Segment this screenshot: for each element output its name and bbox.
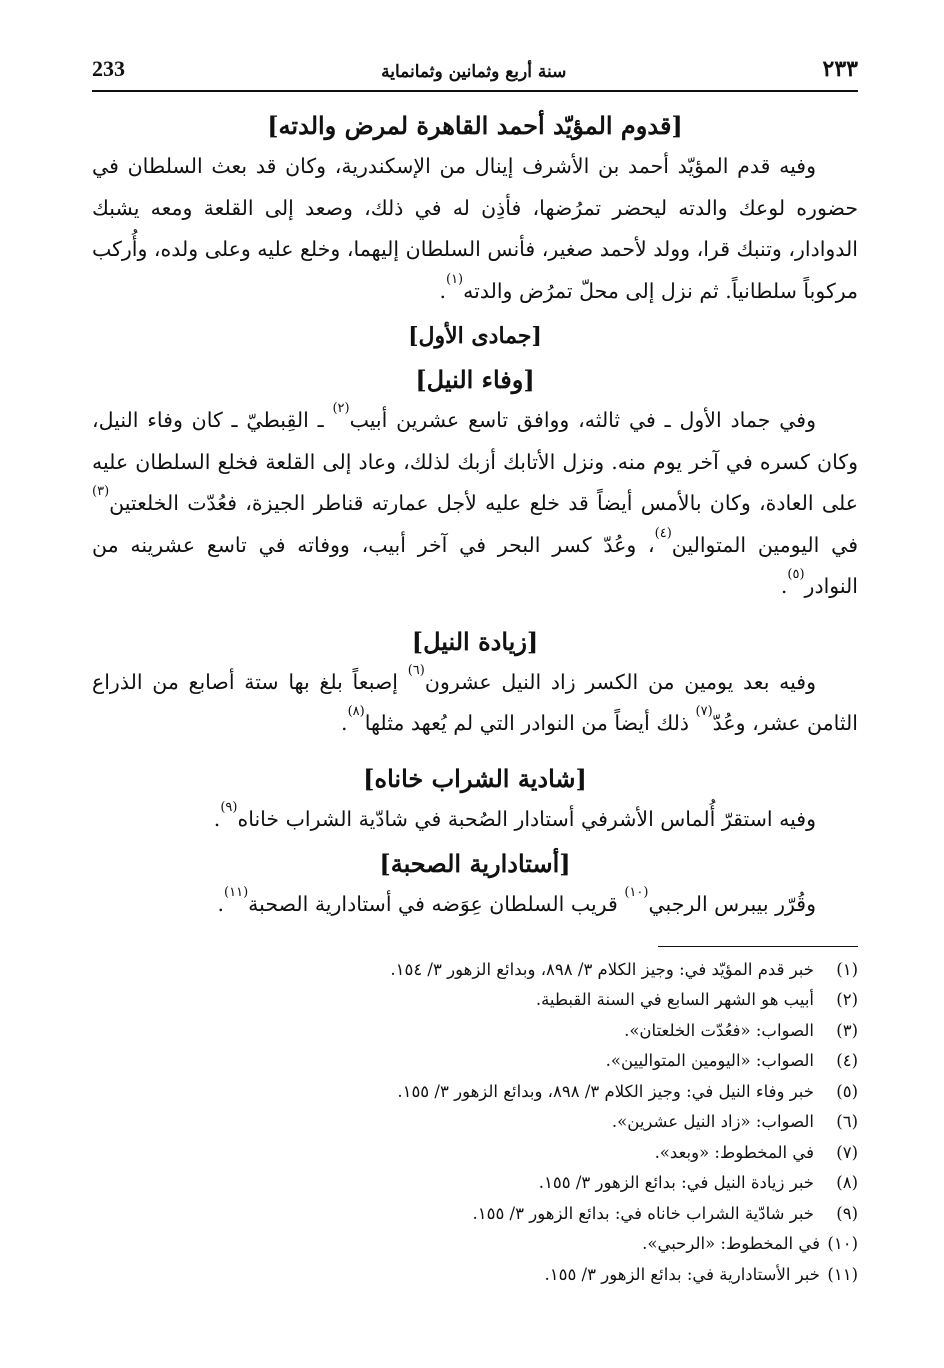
footnote	[92, 1260, 858, 1291]
footnote	[92, 1107, 858, 1138]
footnote-ref: (٤)	[654, 525, 672, 541]
paragraph-text: .	[439, 278, 446, 303]
section-heading: [جمادى الأول]	[408, 323, 542, 349]
footnote-marker: (١١)	[827, 1264, 858, 1284]
footnote-ref: (٨)	[347, 704, 365, 719]
paragraph	[92, 884, 858, 926]
section-heading: [وفاء النيل]	[415, 365, 535, 394]
footnote-ref: (١)	[445, 271, 464, 287]
footnote-ref: (٢)	[332, 401, 350, 416]
footnote-text: خبر قدم المؤيّد في: وجيز الكلام ٣/ ٨٩٨، وبدائع الزهور ٣/ ١٥٤.	[390, 959, 814, 979]
footnote-marker: (٦)	[836, 1112, 858, 1131]
footnote-text: الصواب: «اليومين المتواليين».	[605, 1051, 814, 1070]
footnote-marker: (١٠)	[827, 1234, 858, 1253]
section-heading: [قدوم المؤيّد أحمد القاهرة لمرض والدته]	[267, 111, 683, 140]
paragraph-text: .	[213, 806, 221, 831]
paragraph-text: .	[217, 892, 225, 916]
paragraph	[92, 799, 858, 841]
footnote-text: في المخطوط: «الرحبي».	[642, 1234, 820, 1253]
page-number-latin: 233	[92, 56, 125, 81]
footnote-marker: (٣)	[836, 1020, 858, 1040]
section-heading: [شادية الشراب خاناه]	[363, 763, 587, 793]
footnote	[92, 1229, 858, 1260]
paragraph-text: قريب السلطان عِوَضه في أستادارية الصحبة	[248, 892, 625, 916]
section-heading: [أستادارية الصحبة]	[379, 849, 571, 878]
footnote-ref: (١٠)	[624, 885, 649, 900]
footnote-marker: (٧)	[836, 1142, 858, 1162]
footnote-ref: (١١)	[224, 885, 249, 900]
page-number-arabic: ٢٣٣	[822, 56, 858, 82]
footnote-marker: (١)	[836, 959, 858, 979]
page-header	[92, 52, 858, 92]
footnote-text: الصواب: «فعُدّت الخلعتان».	[624, 1020, 814, 1040]
footnote-marker: (٢)	[836, 990, 858, 1009]
paragraph-text: وفيه بعد يومين من الكسر زاد النيل عشرون	[424, 669, 816, 694]
paragraph	[92, 662, 858, 745]
main-text	[92, 106, 858, 926]
paragraph-text: .	[780, 574, 788, 598]
paragraph-text: ذلك أيضاً من النوادر التي لم يُعهد مثلها	[364, 711, 696, 735]
footnote-text: خبر وفاء النيل في: وجيز الكلام ٣/ ٨٩٨، وبدائع الزهور ٣/ ١٥٥.	[397, 1081, 814, 1101]
paragraph-text: وفيه استقرّ أُلماس الأشرفي أستادار الصُحبة في شادّية الشراب خاناه	[237, 806, 816, 831]
paragraph-text: وفي جماد الأول ـ في ثالثه، ووافق تاسع عشرين أبيب	[349, 408, 816, 432]
footnote-text: أبيب هو الشهر السابع في السنة القبطية.	[535, 990, 814, 1009]
running-title: سنة أربع وثمانين وثمانماية	[381, 62, 567, 82]
paragraph-text: وقُرّر بيبرس الرجبي	[648, 892, 816, 916]
footnotes	[92, 955, 858, 1291]
footnote-text: خبر الأستادارية في: بدائع الزهور ٣/ ١٥٥.	[544, 1264, 820, 1284]
footnote-marker: (٩)	[836, 1203, 858, 1223]
paragraph-text: .	[341, 711, 348, 735]
footnote-marker: (٤)	[836, 1051, 858, 1070]
footnote-text: خبر شادّية الشراب خاناه في: بدائع الزهور ٣/ ١٥٥.	[472, 1203, 814, 1223]
footnote-ref: (٣)	[92, 484, 110, 499]
footnote-separator	[658, 946, 858, 947]
footnote	[92, 1199, 858, 1230]
footnote-marker: (٨)	[836, 1173, 858, 1192]
footnote-ref: (٩)	[220, 799, 238, 815]
footnote	[92, 985, 858, 1016]
footnote-text: الصواب: «زاد النيل عشرين».	[611, 1112, 814, 1131]
footnote	[92, 955, 858, 986]
footnote	[92, 1046, 858, 1077]
paragraph-text: ، وعُدّ كسر البحر في آخر أبيب، ووفاته في تاسع عشرينه من النوادر	[92, 532, 858, 598]
footnote	[92, 1016, 858, 1047]
paragraph-text: إصبعاً بلغ بها ستة أصابع من الذراع الثامن عشر، وعُدّ	[92, 669, 858, 735]
footnote-text: في المخطوط: «وبعد».	[654, 1142, 814, 1162]
section-heading: [زيادة النيل]	[411, 626, 539, 656]
footnote-text: خبر زيادة النيل في: بدائع الزهور ٣/ ١٥٥.	[538, 1173, 814, 1192]
footnote-marker: (٥)	[836, 1081, 858, 1101]
footnote-ref: (٥)	[787, 567, 805, 582]
paragraph	[92, 146, 858, 312]
footnote-ref: (٧)	[695, 704, 713, 719]
footnote	[92, 1138, 858, 1169]
paragraph	[92, 400, 858, 608]
paragraph-text: ـ القِبطيّ ـ كان وفاء النيل، وكان كسره في آخر يوم منه. ونزل الأتابك أزبك لذلك، وعاد إلى القلعة فخلع السلطان عليه على العادة، وكان بالأمس أيضاً قد خلع عليه لأجل عمارته قناطر الجيزة، فعُدّت الخلعتين	[92, 408, 858, 515]
footnote-ref: (٦)	[407, 662, 425, 678]
footnote	[92, 1168, 858, 1199]
paragraph-text: وفيه قدم المؤيّد أحمد بن الأشرف إينال من الإسكندرية، وكان قد بعث السلطان في حضوره لوعك والدته ليحضر تمرُضها، فأذِن له في ذلك، وصعد إلى القلعة ومعه يشبك الدوادار، وتنبك قرا، وولد لأحمد صغير، فأنس السلطان إليهما، وخلع عليه وعلى ولده، وأُركب مركوباً سلطانياً. ثم نزل إلى محلّ تمرُض والدته	[92, 154, 858, 303]
footnote	[92, 1077, 858, 1108]
paragraph-text: في اليومين المتوالين	[671, 532, 858, 557]
